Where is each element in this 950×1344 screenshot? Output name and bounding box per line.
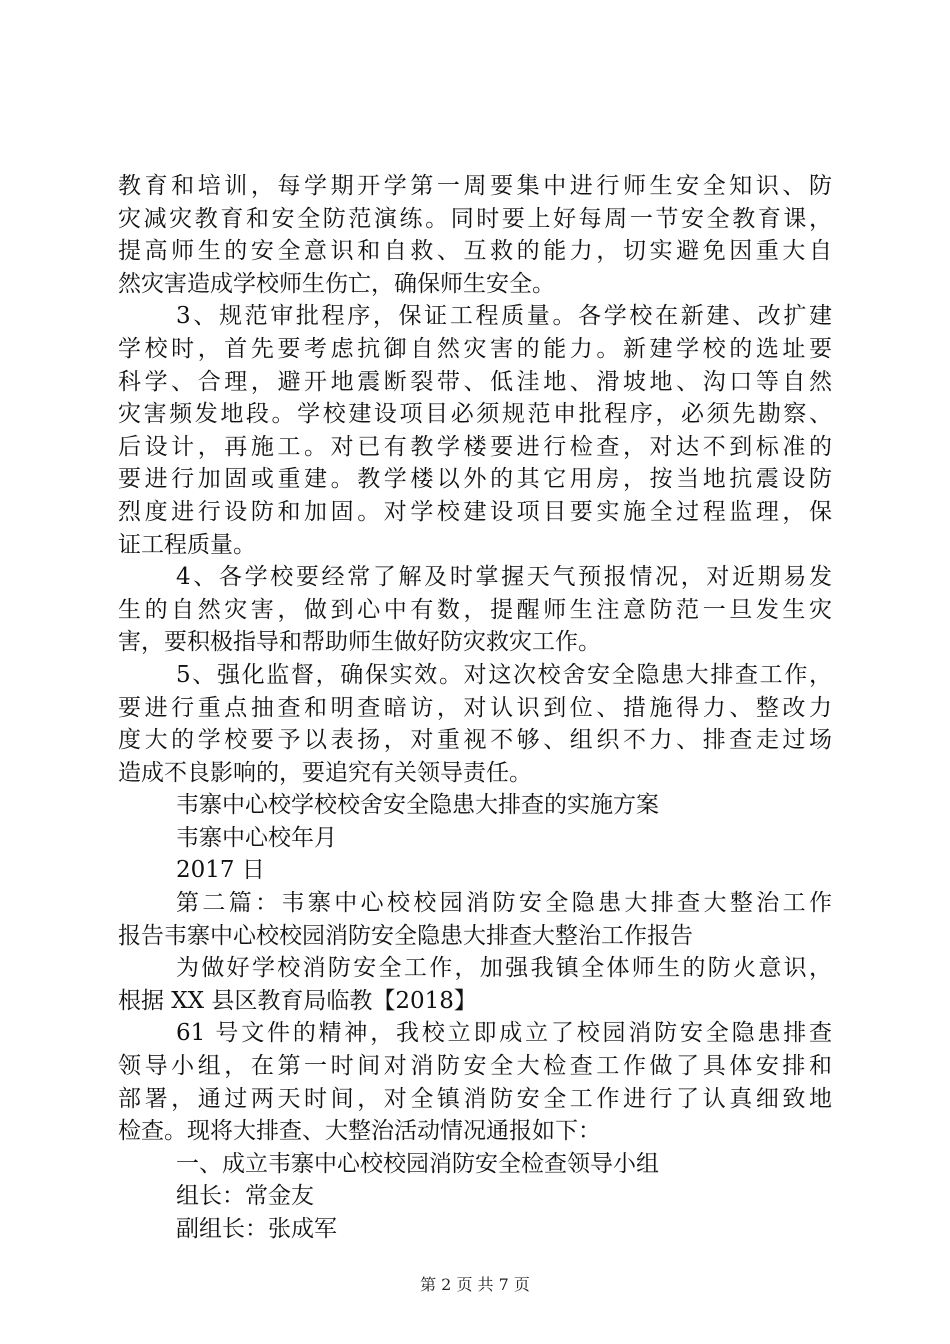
text-line: 副组长：张成军 <box>176 1216 337 1242</box>
text-line: 5、强化监督，确保实效。对这次校舍安全隐患大排查工作， <box>176 661 832 688</box>
text-line: 2017 日 <box>176 857 265 884</box>
text-line: 害，要积极指导和帮助师生做好防灾救灾工作。 <box>118 629 601 656</box>
page-footer: 第 2 页 共 7 页 <box>420 1275 530 1294</box>
text-line: 科学、合理，避开地震断裂带、低洼地、滑坡地、沟口等自然 <box>118 368 832 395</box>
text-line: 灾害频发地段。学校建设项目必须规范申批程序，必须先勘察、 <box>118 401 832 428</box>
text-line: 度大的学校要予以表扬，对重视不够、组织不力、排查走过场 <box>118 727 832 754</box>
text-line: 61 号文件的精神，我校立即成立了校园消防安全隐患排查 <box>176 1020 832 1047</box>
text-line: 生的自然灾害，做到心中有数，提醒师生注意防范一旦发生灾 <box>118 596 832 623</box>
text-line: 提高师生的安全意识和自救、互救的能力，切实避免因重大自 <box>118 238 832 265</box>
text-line: 部署，通过两天时间，对全镇消防安全工作进行了认真细致地 <box>118 1085 832 1112</box>
text-line: 教育和培训，每学期开学第一周要集中进行师生安全知识、防 <box>118 173 832 199</box>
text-line: 4、各学校要经常了解及时掌握天气预报情况，对近期易发 <box>176 564 832 591</box>
text-line: 根据 XX 县区教育局临教【2018】 <box>118 987 477 1014</box>
text-line: 然灾害造成学校师生伤亡，确保师生安全。 <box>118 270 555 297</box>
text-line: 韦寨中心校学校校舍安全隐患大排查的实施方案 <box>176 792 659 819</box>
text-line: 后设计，再施工。对已有教学楼要进行检查，对达不到标准的 <box>118 433 832 460</box>
text-line: 3、规范审批程序，保证工程质量。各学校在新建、改扩建 <box>176 303 832 330</box>
text-line: 领导小组，在第一时间对消防安全大检查工作做了具体安排和 <box>118 1053 832 1080</box>
text-line: 一、成立韦寨中心校校园消防安全检查领导小组 <box>176 1150 659 1177</box>
text-line: 造成不良影响的，要追究有关领导责任。 <box>118 759 532 786</box>
text-line: 灾减灾教育和安全防范演练。同时要上好每周一节安全教育课， <box>118 205 832 232</box>
text-line: 检查。现将大排查、大整治活动情况通报如下： <box>118 1118 601 1145</box>
text-line: 烈度进行设防和加固。对学校建设项目要实施全过程监理，保 <box>118 498 832 525</box>
text-line: 要进行重点抽查和明查暗访，对认识到位、措施得力、整改力 <box>118 694 832 721</box>
text-line: 韦寨中心校年月 <box>176 824 337 851</box>
text-line: 第二篇：韦寨中心校校园消防安全隐患大排查大整治工作 <box>176 890 832 917</box>
document-body <box>118 170 832 1246</box>
text-line: 为做好学校消防安全工作，加强我镇全体师生的防火意识， <box>176 955 832 982</box>
text-line: 学校时，首先要考虑抗御自然灾害的能力。新建学校的选址要 <box>118 335 832 362</box>
text-line: 证工程质量。 <box>118 531 256 558</box>
text-line: 报告韦寨中心校校园消防安全隐患大排查大整治工作报告 <box>118 922 693 949</box>
text-line: 要进行加固或重建。教学楼以外的其它用房，按当地抗震设防 <box>118 466 832 493</box>
text-line: 组长：常金友 <box>176 1183 314 1210</box>
